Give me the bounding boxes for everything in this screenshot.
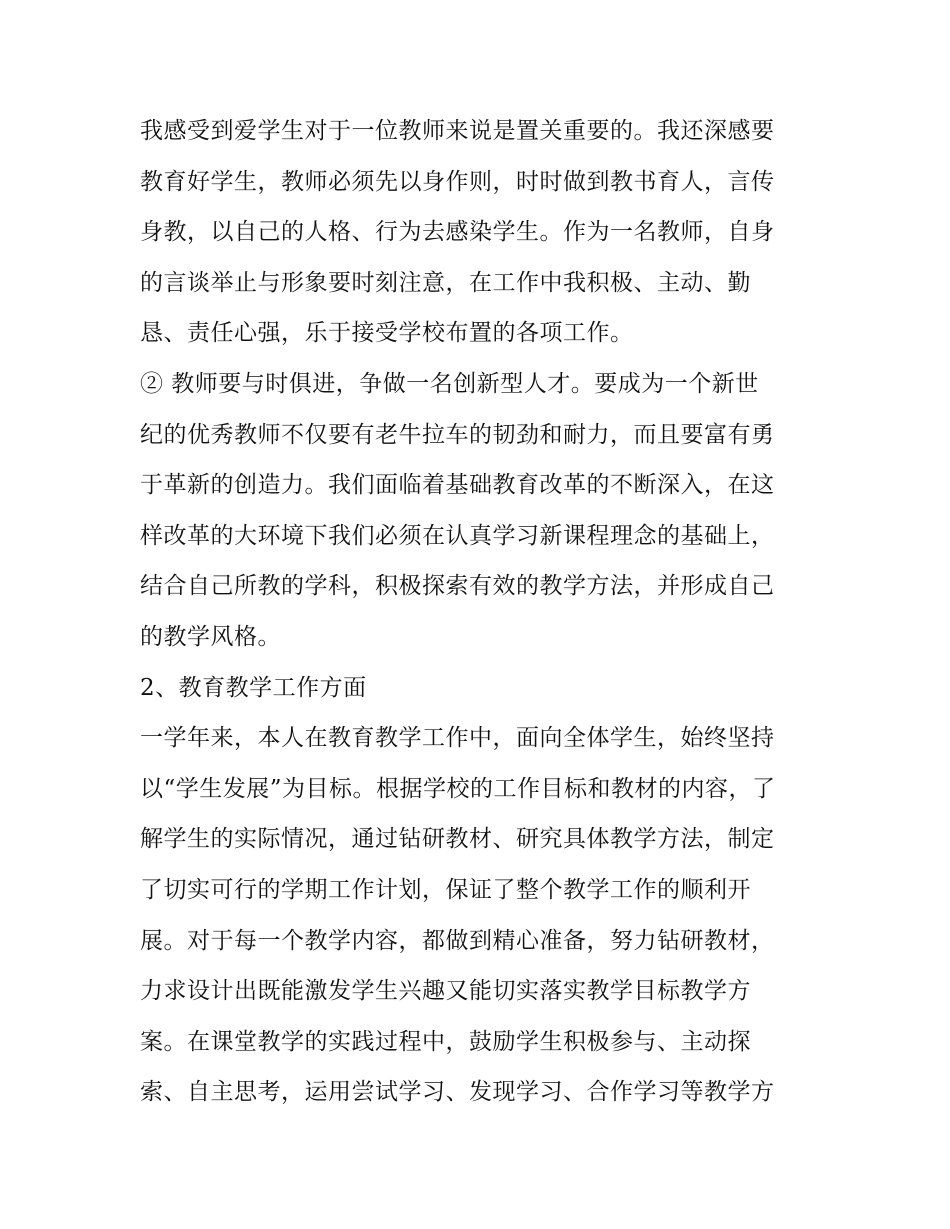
text-line: 身教，以自己的人格、行为去感染学生。作为一名教师，自身 <box>140 219 775 246</box>
text-line: 纪的优秀教师不仅要有老牛拉车的韧劲和耐力，而且要富有勇 <box>140 421 775 448</box>
text-line: 以“学生发展”为目标。根据学校的工作目标和教材的内容，了 <box>140 775 776 802</box>
text-line: 的教学风格。 <box>140 623 281 650</box>
text-line: 结合自己所教的学科，积极探索有效的教学方法，并形成自己 <box>140 573 775 600</box>
text-line: 解学生的实际情况，通过钻研教材、研究具体教学方法，制定 <box>140 826 775 853</box>
text-line: 恳、责任心强，乐于接受学校布置的各项工作。 <box>140 320 634 347</box>
body-text <box>140 106 820 1118</box>
text-line: 索、自主思考，运用尝试学习、发现学习、合作学习等教学方 <box>140 1079 775 1106</box>
text-line: 一学年来，本人在教育教学工作中，面向全体学生，始终坚持 <box>140 725 775 752</box>
text-line: 了切实可行的学期工作计划，保证了整个教学工作的顺利开 <box>140 876 751 903</box>
text-line: 样改革的大环境下我们必须在认真学习新课程理念的基础上， <box>140 522 775 549</box>
text-line: ② 教师要与时俱进，争做一名创新型人才。要成为一个新世 <box>140 370 759 397</box>
text-line: 案。在课堂教学的实践过程中，鼓励学生积极参与、主动探 <box>140 1028 751 1055</box>
text-line: 我感受到爱学生对于一位教师来说是置关重要的。我还深感要 <box>140 118 775 144</box>
section-heading: 2、教育教学工作方面 <box>140 674 367 701</box>
text-line: 的言谈举止与形象要时刻注意，在工作中我积极、主动、勤 <box>140 269 751 296</box>
text-line: 展。对于每一个教学内容，都做到精心准备，努力钻研教材， <box>140 927 775 954</box>
text-line: 教育好学生，教师必须先以身作则，时时做到教书育人，言传 <box>140 168 775 195</box>
text-line: 于革新的创造力。我们面临着基础教育改革的不断深入，在这 <box>140 472 775 499</box>
text-line: 力求设计出既能激发学生兴趣又能切实落实教学目标教学方 <box>140 978 751 1005</box>
